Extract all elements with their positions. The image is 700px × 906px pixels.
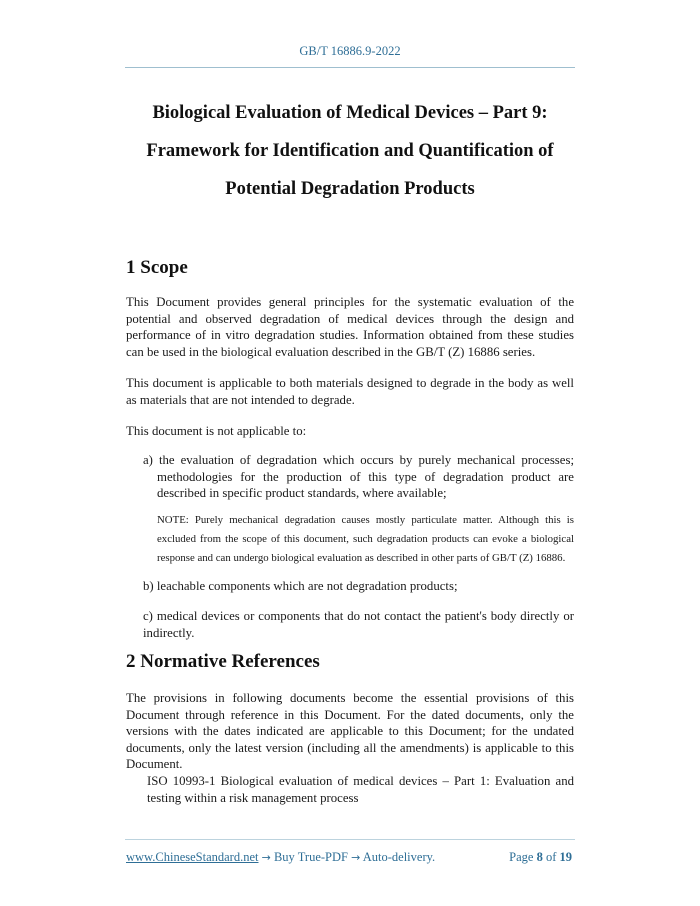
scope-paragraph: This document is not applicable to: <box>126 424 307 438</box>
current-page: 8 <box>536 850 543 864</box>
footer-step: Auto-delivery. <box>362 850 436 864</box>
list-text: leachable components which are not degradation products; <box>156 579 458 593</box>
list-text: medical devices or components that do not contact the patient's body directly or indirectly. <box>143 609 574 640</box>
website-link[interactable]: www.ChineseStandard.net <box>126 850 259 864</box>
title-line: Potential Degradation Products <box>225 179 475 199</box>
list-marker: a) <box>143 453 153 467</box>
section-heading-scope: 1 Scope <box>126 257 188 278</box>
section-heading-normative-references: 2 Normative References <box>126 651 320 672</box>
scope-list-item <box>143 452 574 502</box>
arrow-right-icon: → <box>351 851 361 864</box>
scope-list-item <box>143 608 574 641</box>
title-line: Framework for Identification and Quantification of <box>146 141 554 161</box>
arrow-right-icon: → <box>261 851 271 864</box>
list-text: the evaluation of degradation which occurs by purely mechanical processes; methodologies for the production of this type of degradation product are described in specific product standards, where available; <box>157 453 575 501</box>
of-label: of <box>545 850 557 864</box>
references-paragraph: The provisions in following documents become the essential provisions of this Document through reference in this Document. For the dated documents, only the versions with the dates indicated are applicable to this Document; for the undated documents, only the latest version (including all the amendments) is applicable to this Document. <box>126 691 574 772</box>
note: NOTE: Purely mechanical degradation causes mostly particulate matter. Although this is excluded from the scope of this document, such degradation products can evoke a biological response and can undergo biological evaluation as described in other parts of GB/T (Z) 16886. <box>157 514 574 564</box>
title-line: Biological Evaluation of Medical Devices – Part 9: <box>152 103 548 123</box>
document-title <box>100 94 600 208</box>
footer-step: Buy True-PDF <box>273 850 348 864</box>
page-number <box>509 850 572 865</box>
total-pages: 19 <box>559 850 572 864</box>
scope-paragraph: This document is applicable to both materials designed to degrade in the body as well as materials that are not intended to degrade. <box>126 376 574 407</box>
list-marker: c) <box>143 609 153 623</box>
running-header: GB/T 16886.9-2022 <box>299 44 401 58</box>
reference-item: ISO 10993-1 Biological evaluation of medical devices – Part 1: Evaluation and testing within a risk management process <box>147 774 574 805</box>
header-divider <box>125 67 575 68</box>
scope-paragraph: This Document provides general principles for the systematic evaluation of the potential and observed degradation of medical devices through the design and performance of in vitro degradation studies. Information obtained from these studies can be used in the biological evaluation described in the GB/T (Z) 16886 series. <box>126 295 574 359</box>
footer-promo <box>126 850 435 865</box>
list-marker: b) <box>143 579 154 593</box>
scope-list-item <box>143 578 574 595</box>
page-footer <box>126 850 572 865</box>
page-label: Page <box>509 850 534 864</box>
footer-divider <box>125 839 575 840</box>
